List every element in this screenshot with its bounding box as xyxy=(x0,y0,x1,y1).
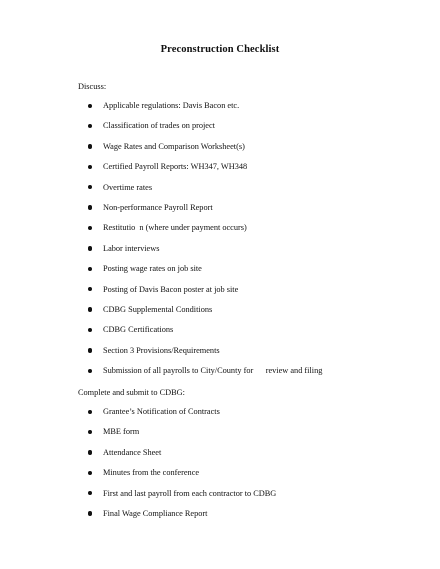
bullet-icon xyxy=(88,185,92,189)
list-item-text: First and last payroll from each contractor to CDBG xyxy=(103,488,277,498)
list-item-text: Non-performance Payroll Report xyxy=(103,202,213,212)
list-item-text: Posting wage rates on job site xyxy=(103,264,202,274)
list-item-text: Final Wage Compliance Report xyxy=(103,508,208,518)
bullet-icon xyxy=(88,491,92,495)
list-item-text: Classification of trades on project xyxy=(103,121,215,131)
bullet-icon xyxy=(88,144,92,148)
list-item-text: Labor interviews xyxy=(103,243,160,253)
list-item-text: Grantee’s Notification of Contracts xyxy=(103,407,220,416)
bullet-icon xyxy=(88,511,92,515)
bullet-icon xyxy=(88,430,92,434)
bullet-icon xyxy=(88,369,92,373)
section-label-complete-submit: Complete and submit to CDBG: xyxy=(78,388,185,397)
bullet-icon xyxy=(88,471,92,475)
list-item-text: Restitutio n (where under payment occurs) xyxy=(103,223,247,233)
bullet-icon xyxy=(88,328,92,332)
list-item-text: Wage Rates and Comparison Worksheet(s) xyxy=(103,141,245,151)
bullet-icon xyxy=(88,450,92,454)
bullet-icon xyxy=(88,267,92,271)
bullet-icon xyxy=(88,410,92,414)
list-item-text: CDBG Certifications xyxy=(103,325,174,335)
bullet-icon xyxy=(88,226,92,230)
list-item-text: Certified Payroll Reports: WH347, WH348 xyxy=(103,162,248,172)
list-item-text: Submission of all payrolls to City/County for review and filing xyxy=(103,366,323,376)
bullet-icon xyxy=(88,124,92,128)
list-item-text: Section 3 Provisions/Requirements xyxy=(103,345,220,355)
bullet-icon xyxy=(88,307,92,311)
bullet-icon xyxy=(88,287,92,291)
list-item-text: Minutes from the conference xyxy=(103,468,200,478)
list-item-text: Applicable regulations: Davis Bacon etc. xyxy=(103,101,240,110)
bullet-icon xyxy=(88,165,92,169)
list-item-text: Overtime rates xyxy=(103,182,153,192)
list-item-text: Posting of Davis Bacon poster at job site xyxy=(103,284,239,294)
list-item-text: MBE form xyxy=(103,427,140,437)
bullet-icon xyxy=(88,205,92,209)
bullet-icon xyxy=(88,246,92,250)
bullet-icon xyxy=(88,104,92,108)
list-item-text: Attendance Sheet xyxy=(103,447,162,457)
section-label-discuss: Discuss: xyxy=(78,82,107,91)
list-item-text: CDBG Supplemental Conditions xyxy=(103,304,213,314)
page-title: Preconstruction Checklist xyxy=(160,44,280,55)
bullet-icon xyxy=(88,348,92,352)
